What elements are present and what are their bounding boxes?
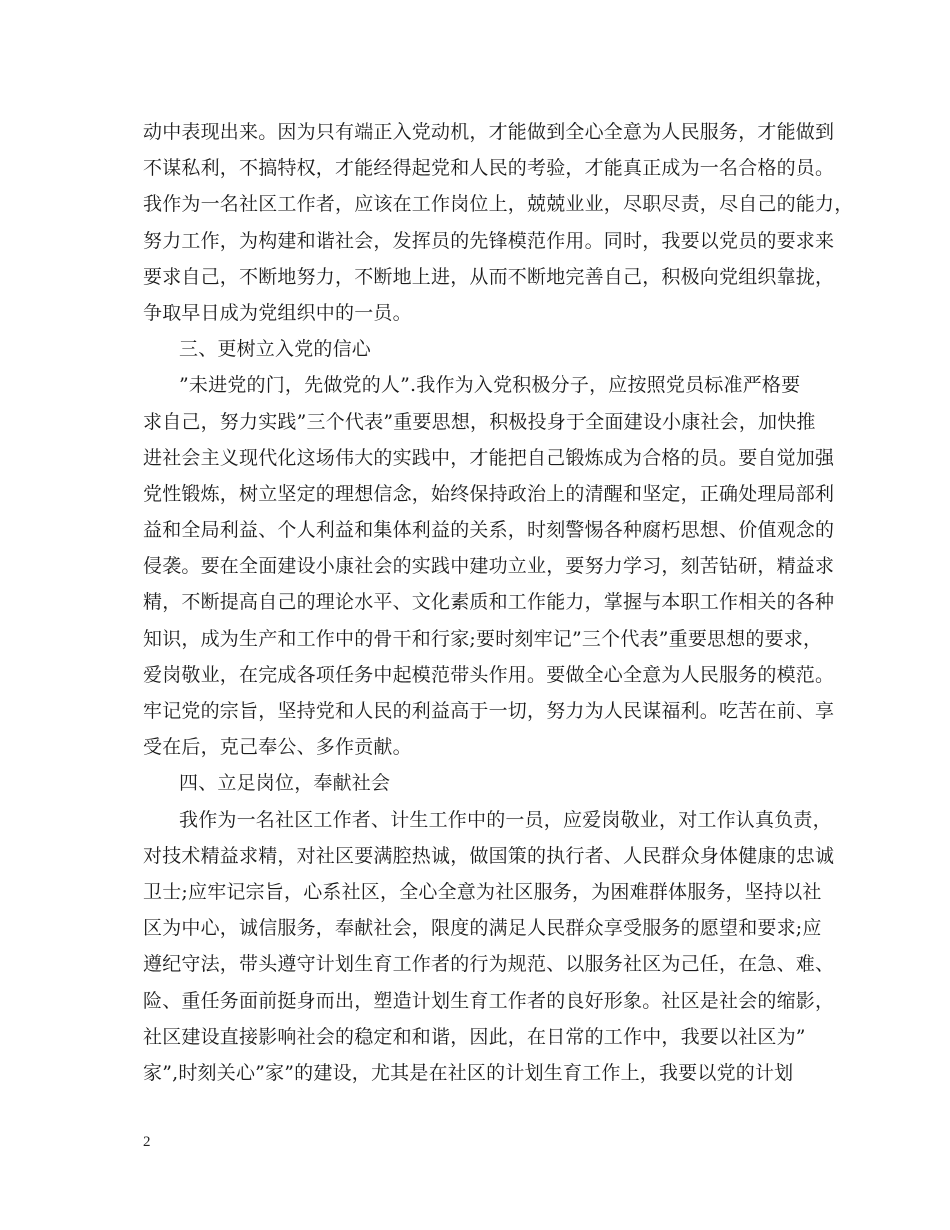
text-line: 对技术精益求精，对社区要满腔热诚，做国策的执行者、人民群众身体健康的忠诚 xyxy=(143,844,835,867)
text-line: 努力工作，为构建和谐社会，发挥员的先锋模范作用。同时，我要以党员的要求来 xyxy=(143,229,835,252)
text-line: 卫士;应牢记宗旨，心系社区，全心全意为社区服务，为困难群体服务，坚持以社 xyxy=(143,880,822,903)
text-line: 不谋私利，不搞特权，才能经得起党和人民的考验，才能真正成为一名合格的员。 xyxy=(143,157,835,180)
text-line: 进社会主义现代化这场伟大的实践中，才能把自己锻炼成为合格的员。要自觉加强 xyxy=(143,446,835,469)
text-line: 牢记党的宗旨，坚持党和人民的利益高于一切，努力为人民谋福利。吃苦在前、享 xyxy=(143,700,835,722)
text-line: 三、更树立入党的信心 xyxy=(179,338,372,361)
text-line: 争取早日成为党组织中的一员。 xyxy=(143,301,412,324)
text-line: 遵纪守法，带头遵守计划生育工作者的行为规范、以服务社区为己任，在急、难、 xyxy=(143,953,835,976)
text-line: 家”,时刻关心”家”的建设，尤其是在社区的计划生育工作上，我要以党的计划 xyxy=(143,1061,794,1084)
text-line: ”未进党的门，先做党的人”.我作为入党积极分子，应按照党员标准严格要 xyxy=(179,374,801,397)
text-line: 侵袭。要在全面建设小康社会的实践中建功立业，要努力学习，刻苦钻研，精益求 xyxy=(143,555,835,578)
text-line: 四、立足岗位，奉献社会 xyxy=(179,772,391,795)
page-number: 2 xyxy=(143,1134,151,1150)
text-line: 爱岗敬业，在完成各项任务中起模范带头作用。要做全心全意为人民服务的模范。 xyxy=(143,663,835,686)
text-line: 动中表现出来。因为只有端正入党动机，才能做到全心全意为人民服务，才能做到 xyxy=(143,121,835,143)
text-line: 求自己，努力实践”三个代表”重要思想，积极投身于全面建设小康社会，加快推 xyxy=(143,410,816,433)
text-line: 社区建设直接影响社会的稳定和和谐，因此，在日常的工作中，我要以社区为” xyxy=(143,1025,806,1048)
text-line: 精，不断提高自己的理论水平、文化素质和工作能力，掌握与本职工作相关的各种 xyxy=(143,591,835,614)
text-line: 险、重任务面前挺身而出，塑造计划生育工作者的良好形象。社区是社会的缩影， xyxy=(143,989,835,1012)
text-line: 我作为一名社区工作者，应该在工作岗位上，兢兢业业，尽职尽责，尽自己的能力， xyxy=(143,193,854,216)
text-line: 益和全局利益、个人利益和集体利益的关系，时刻警惕各种腐朽思想、价值观念的 xyxy=(143,519,835,542)
text-line: 我作为一名社区工作者、计生工作中的一员，应爱岗敬业，对工作认真负责， xyxy=(179,808,832,831)
body-text xyxy=(143,114,854,1091)
text-line: 知识，成为生产和工作中的骨干和行家;要时刻牢记”三个代表”重要思想的要求， xyxy=(143,627,823,650)
text-line: 要求自己，不断地努力，不断地上进，从而不断地完善自己，积极向党组织靠拢， xyxy=(143,265,835,288)
text-line: 党性锻炼，树立坚定的理想信念，始终保持政治上的清醒和坚定，正确处理局部利 xyxy=(143,482,835,505)
text-line: 受在后，克己奉公、多作贡献。 xyxy=(143,736,412,759)
text-line: 区为中心，诚信服务，奉献社会，限度的满足人民群众享受服务的愿望和要求;应 xyxy=(143,917,822,940)
